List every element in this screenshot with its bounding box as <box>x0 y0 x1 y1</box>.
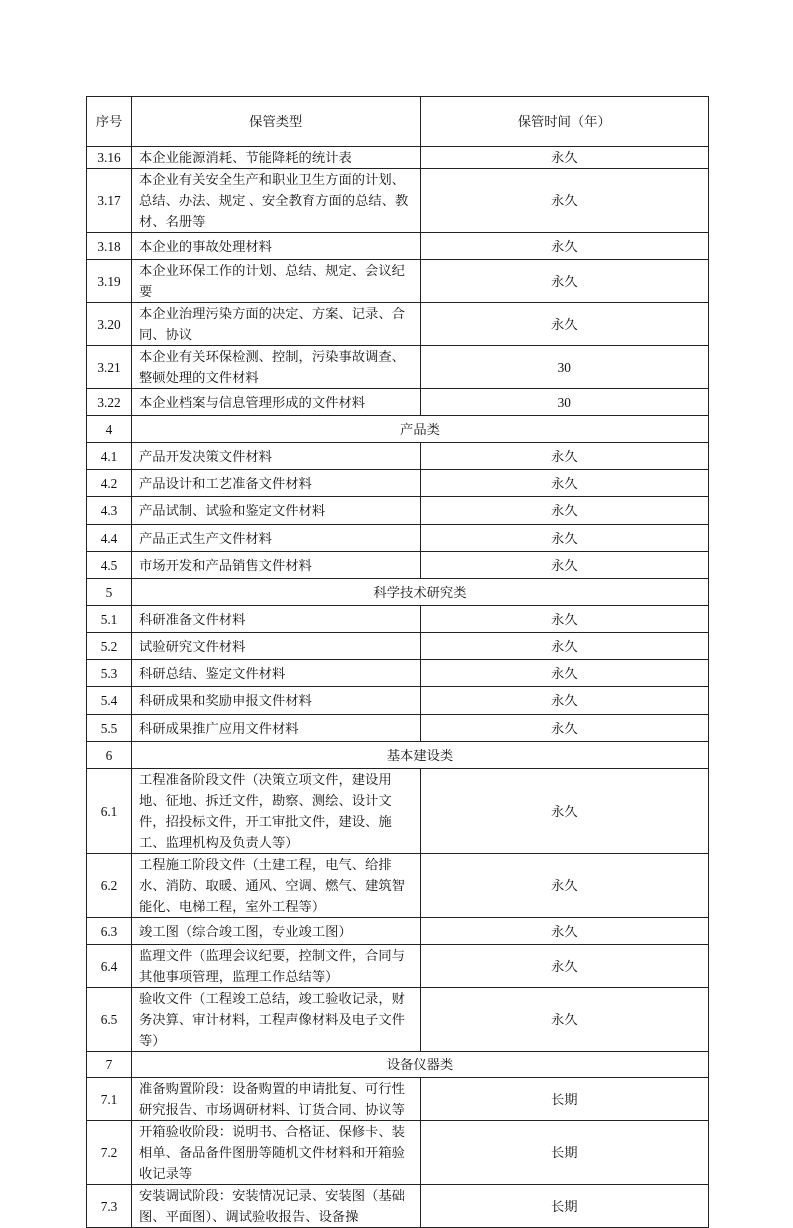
row-number: 3.22 <box>87 389 132 416</box>
row-number: 4 <box>87 416 132 443</box>
table-row <box>87 854 709 918</box>
retention-type: 监理文件（监理会议纪要，控制文件，合同与其他事项管理，监理工作总结等） <box>132 945 421 988</box>
retention-type: 试验研究文件材料 <box>132 633 421 660</box>
category-title: 科学技术研究类 <box>132 579 709 606</box>
retention-type: 本企业治理污染方面的决定、方案、记录、合同、协议 <box>132 303 421 346</box>
retention-period: 永久 <box>420 169 709 233</box>
retention-type: 本企业能源消耗、节能降耗的统计表 <box>132 147 421 169</box>
retention-period: 永久 <box>420 233 709 260</box>
retention-type: 竣工图（综合竣工图，专业竣工图） <box>132 918 421 945</box>
table-row <box>87 988 709 1052</box>
table-row <box>87 443 709 470</box>
retention-period: 永久 <box>420 147 709 169</box>
retention-type: 科研总结、鉴定文件材料 <box>132 660 421 687</box>
retention-table <box>86 96 709 1228</box>
retention-period: 永久 <box>420 854 709 918</box>
table-row <box>87 715 709 742</box>
retention-period: 长期 <box>420 1185 709 1228</box>
row-number: 7 <box>87 1052 132 1078</box>
retention-period: 永久 <box>420 260 709 303</box>
retention-period: 永久 <box>420 769 709 854</box>
retention-period: 永久 <box>420 525 709 552</box>
row-number: 7.1 <box>87 1078 132 1121</box>
table-row <box>87 470 709 497</box>
category-row <box>87 416 709 443</box>
table-row <box>87 497 709 525</box>
retention-type: 产品设计和工艺准备文件材料 <box>132 470 421 497</box>
category-row <box>87 742 709 769</box>
row-number: 4.5 <box>87 552 132 579</box>
retention-period: 永久 <box>420 470 709 497</box>
row-number: 5.1 <box>87 606 132 633</box>
row-number: 3.21 <box>87 346 132 389</box>
retention-period: 永久 <box>420 606 709 633</box>
category-row <box>87 1052 709 1078</box>
retention-type: 产品开发决策文件材料 <box>132 443 421 470</box>
table-row <box>87 552 709 579</box>
table-row <box>87 1185 709 1228</box>
row-number: 3.17 <box>87 169 132 233</box>
row-number: 4.3 <box>87 497 132 525</box>
row-number: 6 <box>87 742 132 769</box>
row-number: 6.1 <box>87 769 132 854</box>
header-type: 保管类型 <box>132 97 421 147</box>
retention-type: 本企业有关环保检测、控制，污染事故调查、整顿处理的文件材料 <box>132 346 421 389</box>
table-row <box>87 918 709 945</box>
header-period: 保管时间（年） <box>420 97 709 147</box>
table-row <box>87 1121 709 1185</box>
row-number: 6.4 <box>87 945 132 988</box>
table-row <box>87 660 709 687</box>
retention-period: 永久 <box>420 988 709 1052</box>
row-number: 4.1 <box>87 443 132 470</box>
row-number: 5 <box>87 579 132 606</box>
category-title: 产品类 <box>132 416 709 443</box>
retention-period: 30 <box>420 389 709 416</box>
table-header-row <box>87 97 709 147</box>
table-row <box>87 147 709 169</box>
retention-type: 本企业有关安全生产和职业卫生方面的计划、总结、办法、规定 、安全教育方面的总结、教材、名册等 <box>132 169 421 233</box>
category-title: 基本建设类 <box>132 742 709 769</box>
table-row <box>87 606 709 633</box>
table-row <box>87 260 709 303</box>
retention-period: 永久 <box>420 687 709 715</box>
retention-period: 永久 <box>420 918 709 945</box>
retention-type: 本企业环保工作的计划、总结、规定、会议纪要 <box>132 260 421 303</box>
retention-type: 科研成果推广应用文件材料 <box>132 715 421 742</box>
retention-period: 30 <box>420 346 709 389</box>
retention-type: 科研成果和奖励申报文件材料 <box>132 687 421 715</box>
retention-type: 验收文件（工程竣工总结，竣工验收记录，财务决算、审计材料，工程声像材料及电子文件等） <box>132 988 421 1052</box>
row-number: 5.5 <box>87 715 132 742</box>
retention-type: 工程准备阶段文件（决策立项文件，建设用地、征地、拆迁文件，勘察、测绘、设计文件，招投标文件，开工审批文件，建设、施工、监理机构及负责人等） <box>132 769 421 854</box>
retention-period: 长期 <box>420 1078 709 1121</box>
row-number: 5.4 <box>87 687 132 715</box>
retention-period: 永久 <box>420 303 709 346</box>
row-number: 3.20 <box>87 303 132 346</box>
retention-period: 长期 <box>420 1121 709 1185</box>
row-number: 7.2 <box>87 1121 132 1185</box>
header-no: 序号 <box>87 97 132 147</box>
row-number: 4.2 <box>87 470 132 497</box>
retention-period: 永久 <box>420 633 709 660</box>
retention-type: 科研准备文件材料 <box>132 606 421 633</box>
category-row <box>87 579 709 606</box>
row-number: 6.3 <box>87 918 132 945</box>
table-row <box>87 687 709 715</box>
table-row <box>87 169 709 233</box>
table-row <box>87 303 709 346</box>
table-row <box>87 389 709 416</box>
retention-period: 永久 <box>420 945 709 988</box>
row-number: 5.3 <box>87 660 132 687</box>
retention-type: 开箱验收阶段：说明书、合格证、保修卡、装相单、备品备件图册等随机文件材料和开箱验收记录等 <box>132 1121 421 1185</box>
retention-period: 永久 <box>420 715 709 742</box>
table-row <box>87 945 709 988</box>
retention-type: 安装调试阶段：安装情况记录、安装图（基础图、平面图）、调试验收报告、设备操 <box>132 1185 421 1228</box>
table-row <box>87 525 709 552</box>
retention-period: 永久 <box>420 443 709 470</box>
row-number: 3.16 <box>87 147 132 169</box>
retention-type: 产品试制、试验和鉴定文件材料 <box>132 497 421 525</box>
retention-type: 产品正式生产文件材料 <box>132 525 421 552</box>
retention-period: 永久 <box>420 660 709 687</box>
retention-period: 永久 <box>420 552 709 579</box>
row-number: 3.19 <box>87 260 132 303</box>
table-row <box>87 1078 709 1121</box>
category-title: 设备仪器类 <box>132 1052 709 1078</box>
row-number: 3.18 <box>87 233 132 260</box>
row-number: 5.2 <box>87 633 132 660</box>
row-number: 6.2 <box>87 854 132 918</box>
row-number: 4.4 <box>87 525 132 552</box>
retention-type: 工程施工阶段文件（土建工程，电气、给排水、消防、取暖、通风、空调、燃气、建筑智能化、电梯工程，室外工程等） <box>132 854 421 918</box>
row-number: 6.5 <box>87 988 132 1052</box>
table-row <box>87 346 709 389</box>
table-row <box>87 769 709 854</box>
retention-type: 准备购置阶段：设备购置的申请批复、可行性研究报告、市场调研材料、订货合同、协议等 <box>132 1078 421 1121</box>
row-number: 7.3 <box>87 1185 132 1228</box>
retention-type: 本企业档案与信息管理形成的文件材料 <box>132 389 421 416</box>
retention-type: 市场开发和产品销售文件材料 <box>132 552 421 579</box>
table-row <box>87 633 709 660</box>
retention-period: 永久 <box>420 497 709 525</box>
retention-type: 本企业的事故处理材料 <box>132 233 421 260</box>
table-row <box>87 233 709 260</box>
